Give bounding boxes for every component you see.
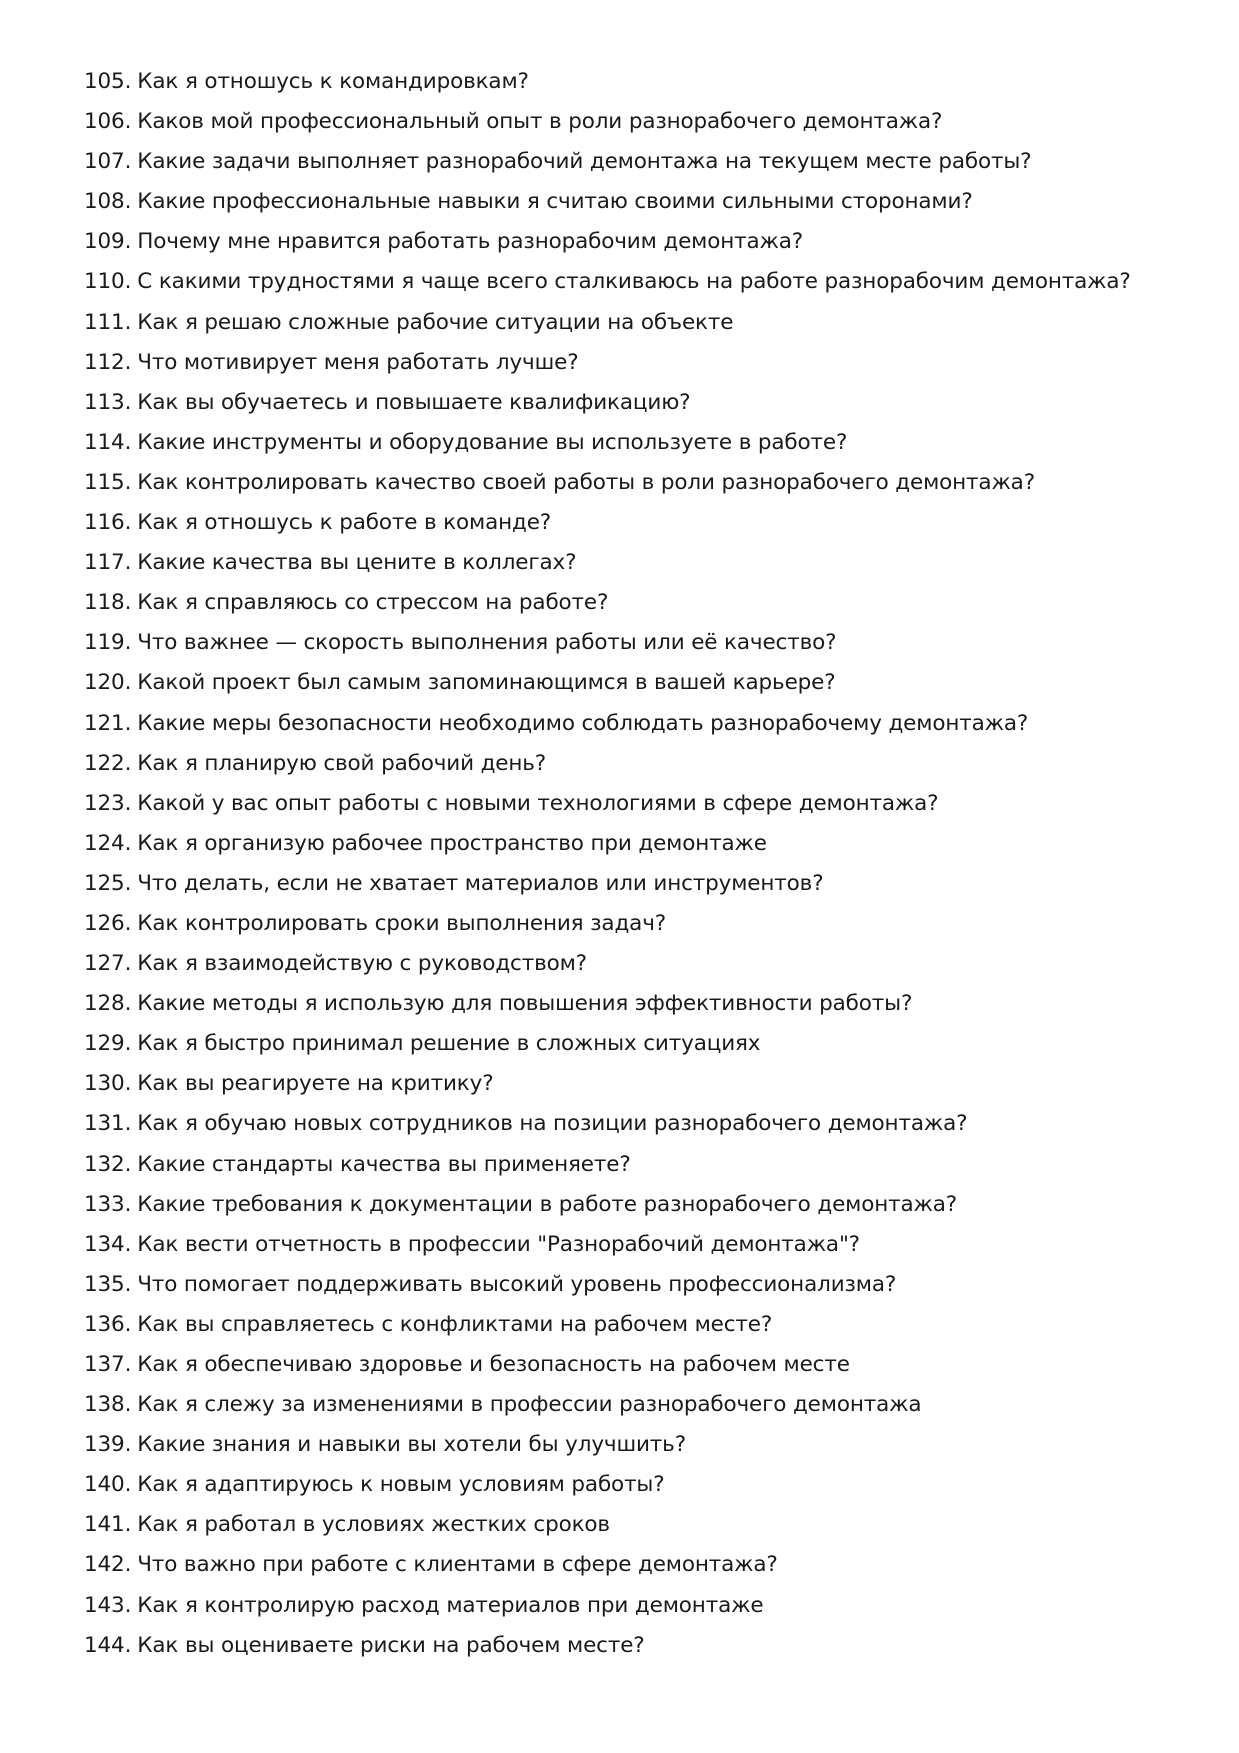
question-text: Как вы реагируете на критику?: [137, 1071, 494, 1097]
question-text: Как контролировать сроки выполнения задач?: [137, 910, 667, 936]
question-text: Какие задачи выполняет разнорабочий демонтажа на текущем месте работы?: [137, 149, 1032, 175]
question-number: 138.: [84, 1392, 132, 1418]
list-item: [84, 1225, 1131, 1265]
question-text: Какие стандарты качества вы применяете?: [137, 1151, 631, 1177]
question-text: Какой у вас опыт работы с новыми технологиями в сфере демонтажа?: [137, 790, 939, 816]
question-number: 120.: [84, 670, 132, 696]
question-number: 116.: [84, 510, 132, 536]
list-item: [84, 62, 1131, 102]
list-item: [84, 984, 1131, 1024]
list-item: [84, 383, 1131, 423]
list-item: [84, 543, 1131, 583]
list-item: [84, 824, 1131, 864]
list-item: [84, 182, 1131, 222]
question-text: Как я решаю сложные рабочие ситуации на объекте: [137, 309, 734, 335]
question-text: Как я обучаю новых сотрудников на позиции разнорабочего демонтажа?: [137, 1111, 968, 1137]
question-text: Как я справляюсь со стрессом на работе?: [137, 590, 609, 616]
question-number: 108.: [84, 189, 132, 215]
question-number: 114.: [84, 429, 132, 455]
list-item: [84, 583, 1131, 623]
question-text: Какой проект был самым запоминающимся в вашей карьере?: [137, 670, 836, 696]
question-number: 135.: [84, 1271, 132, 1297]
question-number: 107.: [84, 149, 132, 175]
list-item: [84, 303, 1131, 343]
question-text: Как я отношусь к командировкам?: [137, 69, 529, 94]
list-item: [84, 864, 1131, 904]
list-item: [84, 1024, 1131, 1064]
question-number: 109.: [84, 229, 132, 255]
question-number: 124.: [84, 830, 132, 856]
question-text: Как вы справляетесь с конфликтами на рабочем месте?: [137, 1311, 773, 1337]
question-text: Как я взаимодействую с руководством?: [137, 951, 587, 977]
list-item: [84, 1586, 1131, 1626]
list-item: [84, 784, 1131, 824]
question-text: Какие методы я использую для повышения эффективности работы?: [137, 991, 913, 1017]
question-text: Какие инструменты и оборудование вы используете в работе?: [137, 429, 848, 455]
question-number: 112.: [84, 349, 132, 375]
list-item: [84, 1505, 1131, 1545]
list-item: [84, 1064, 1131, 1104]
list-item: [84, 222, 1131, 262]
question-number: 115.: [84, 469, 132, 495]
question-text: Как я организую рабочее пространство при демонтаже: [137, 830, 767, 856]
list-item: [84, 1385, 1131, 1425]
question-text: Какие качества вы цените в коллегах?: [137, 550, 577, 576]
question-text: Как я слежу за изменениями в профессии разнорабочего демонтажа: [137, 1392, 922, 1418]
question-text: Какие меры безопасности необходимо соблюдать разнорабочему демонтажа?: [137, 710, 1029, 736]
list-item: [84, 1465, 1131, 1505]
list-item: [84, 1104, 1131, 1144]
question-text: Каков мой профессиональный опыт в роли разнорабочего демонтажа?: [137, 109, 943, 135]
question-text: С какими трудностями я чаще всего сталкиваюсь на работе разнорабочим демонтажа?: [137, 269, 1131, 295]
question-number: 134.: [84, 1231, 132, 1257]
question-number: 106.: [84, 109, 132, 135]
question-number: 132.: [84, 1151, 132, 1177]
question-list: [84, 62, 1131, 1666]
question-text: Как вы оцениваете риски на рабочем месте?: [137, 1632, 645, 1658]
question-number: 140.: [84, 1472, 132, 1498]
list-item: [84, 944, 1131, 984]
list-item: [84, 463, 1131, 503]
list-item: [84, 1305, 1131, 1345]
question-number: 129.: [84, 1031, 132, 1057]
question-text: Как я адаптируюсь к новым условиям работы?: [137, 1472, 665, 1498]
question-text: Как я планирую свой рабочий день?: [137, 750, 547, 776]
list-item: [84, 744, 1131, 784]
question-number: 122.: [84, 750, 132, 776]
question-number: 133.: [84, 1191, 132, 1217]
question-number: 131.: [84, 1111, 132, 1137]
question-text: Как я контролирую расход материалов при демонтаже: [137, 1592, 764, 1618]
question-text: Как вести отчетность в профессии "Разнорабочий демонтажа"?: [137, 1231, 860, 1257]
list-item: [84, 102, 1131, 142]
list-item: [84, 1626, 1131, 1666]
list-item: [84, 704, 1131, 744]
question-text: Какие требования к документации в работе разнорабочего демонтажа?: [137, 1191, 958, 1217]
question-number: 130.: [84, 1071, 132, 1097]
question-number: 139.: [84, 1432, 132, 1458]
list-item: [84, 1345, 1131, 1385]
question-number: 143.: [84, 1592, 132, 1618]
question-number: 144.: [84, 1632, 132, 1658]
question-number: 126.: [84, 910, 132, 936]
question-number: 118.: [84, 590, 132, 616]
question-number: 128.: [84, 991, 132, 1017]
question-number: 142.: [84, 1552, 132, 1578]
list-item: [84, 423, 1131, 463]
list-item: [84, 1185, 1131, 1225]
question-number: 111.: [84, 309, 132, 335]
question-text: Что мотивирует меня работать лучше?: [137, 349, 579, 375]
list-item: [84, 904, 1131, 944]
question-text: Что помогает поддерживать высокий уровень профессионализма?: [137, 1271, 897, 1297]
list-item: [84, 623, 1131, 663]
question-number: 141.: [84, 1512, 132, 1538]
question-number: 123.: [84, 790, 132, 816]
question-number: 119.: [84, 630, 132, 656]
question-text: Как контролировать качество своей работы в роли разнорабочего демонтажа?: [137, 469, 1035, 495]
question-text: Что делать, если не хватает материалов или инструментов?: [137, 870, 824, 896]
list-item: [84, 663, 1131, 703]
question-text: Что важно при работе с клиентами в сфере демонтажа?: [137, 1552, 778, 1578]
question-text: Почему мне нравится работать разнорабочим демонтажа?: [137, 229, 804, 255]
list-item: [84, 262, 1131, 302]
question-text: Как я работал в условиях жестких сроков: [137, 1512, 610, 1538]
question-number: 110.: [84, 269, 132, 295]
list-item: [84, 1265, 1131, 1305]
question-text: Какие знания и навыки вы хотели бы улучшить?: [137, 1432, 686, 1458]
question-number: 105.: [84, 69, 132, 94]
question-text: Как я обеспечиваю здоровье и безопасность на рабочем месте: [137, 1352, 850, 1377]
question-number: 137.: [84, 1352, 132, 1377]
question-text: Какие профессиональные навыки я считаю своими сильными сторонами?: [137, 189, 973, 215]
question-number: 117.: [84, 550, 132, 576]
list-item: [84, 142, 1131, 182]
question-number: 136.: [84, 1311, 132, 1337]
list-item: [84, 503, 1131, 543]
list-item: [84, 1145, 1131, 1185]
question-number: 121.: [84, 710, 132, 736]
question-number: 125.: [84, 870, 132, 896]
question-text: Как я быстро принимал решение в сложных ситуациях: [137, 1031, 761, 1057]
question-text: Как я отношусь к работе в команде?: [137, 510, 552, 536]
question-text: Как вы обучаетесь и повышаете квалификацию?: [137, 389, 691, 415]
list-item: [84, 343, 1131, 383]
question-number: 113.: [84, 389, 132, 415]
question-text: Что важнее — скорость выполнения работы или её качество?: [137, 630, 837, 656]
question-number: 127.: [84, 951, 132, 977]
list-item: [84, 1545, 1131, 1585]
list-item: [84, 1425, 1131, 1465]
